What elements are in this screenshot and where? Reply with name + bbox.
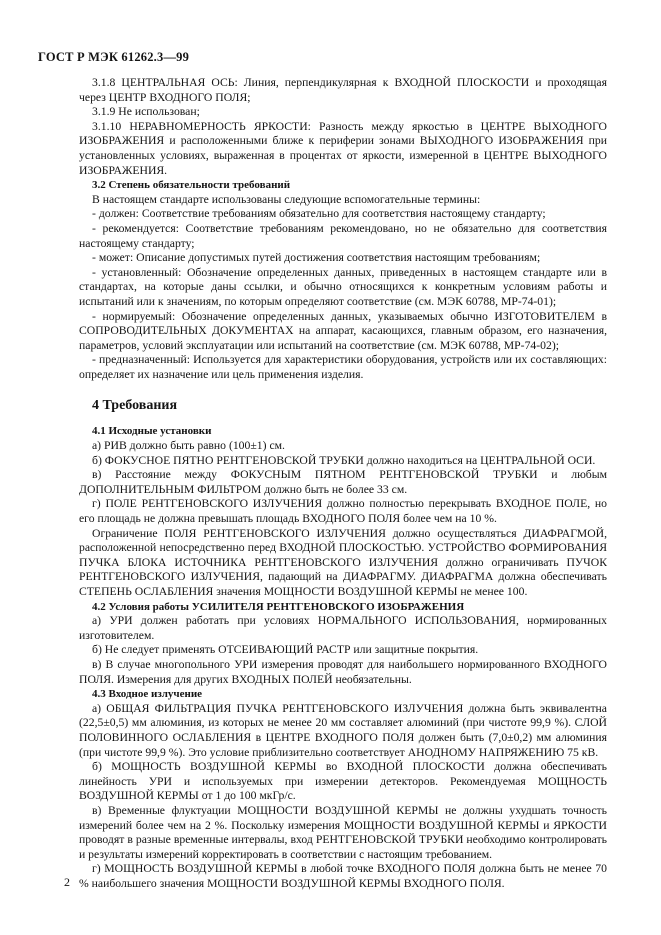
subsection-heading: 3.2 Степень обязательности требований <box>92 179 291 192</box>
document-header: ГОСТ Р МЭК 61262.3—99 <box>38 50 190 64</box>
section-heading: 4 Требования <box>92 398 178 414</box>
paragraph: - должен: Соответствие требованиям обязательно для соответствия настоящему стандарту; <box>92 207 546 221</box>
paragraph: а) УРИ должен работать при условиях НОРМАЛЬНОГО ИСПОЛЬЗОВАНИЯ, нормированных изготовителем. <box>79 614 607 642</box>
paragraph: в) В случае многопольного УРИ измерения проводят для наибольшего нормированного ВХОДНОГО ПОЛЯ. Измерения для других ВХОДНЫХ ПОЛЕЙ необязательны. <box>79 657 607 686</box>
paragraph: - может: Описание допустимых путей достижения соответствия настоящим требованиям; <box>92 251 541 265</box>
paragraph: а) РИВ должно быть равно (100±1) см. <box>92 439 285 453</box>
paragraph: г) ПОЛЕ РЕНТГЕНОВСКОГО ИЗЛУЧЕНИЯ должно полностью перекрывать ВХОДНОЕ ПОЛЕ, но его площадь не должна превышать площадь ВХОДНОГО ПОЛЯ более чем на 10 %. <box>79 497 607 526</box>
page-number: 2 <box>64 875 70 889</box>
subsection-heading: 4.3 Входное излучение <box>92 688 203 701</box>
paragraph: - установленный: Обозначение определенных данных, приведенных в настоящем стандарте или в стандартах, на которые даны ссылки, и обычно относящихся к конкретным условиям работы и испытаний или к значениям, по которым определяют соответствие (см. МЭК 60788, МР-74-01); <box>79 265 607 308</box>
subsection-heading: 4.1 Исходные установки <box>92 425 212 438</box>
paragraph: б) МОЩНОСТЬ ВОЗДУШНОЙ КЕРМЫ во ВХОДНОЙ ПЛОСКОСТИ должна обеспечивать линейность УРИ и используемых при измерении детекторов. Рекомендуемая МОЩНОСТЬ ВОЗДУШНОЙ КЕРМЫ от 1 до 100 мкГр/с. <box>79 760 607 803</box>
subsection-heading: 4.2 Условия работы УСИЛИТЕЛЯ РЕНТГЕНОВСКОГО ИЗОБРАЖЕНИЯ <box>92 600 465 613</box>
paragraph: б) Не следует применять ОТСЕИВАЮЩИЙ РАСТР или защитные покрытия. <box>92 643 479 657</box>
paragraph: в) Временные флуктуации МОЩНОСТИ ВОЗДУШНОЙ КЕРМЫ не должны ухудшать точность измерений более чем на 2 %. Поскольку измерения МОЩНОСТИ ВОЗДУШНОЙ КЕРМЫ и ЯРКОСТИ проводят в разные временные интервалы, вход РЕНТГЕНОВСКОЙ ТРУБКИ необходимо контролировать и результаты измерений корректировать в соответствии с настоящим требованием. <box>79 803 607 861</box>
paragraph: В настоящем стандарте использованы следующие вспомогательные термины: <box>92 192 481 206</box>
paragraph: в) Расстояние между ФОКУСНЫМ ПЯТНОМ РЕНТГЕНОВСКОЙ ТРУБКИ и любым ДОПОЛНИТЕЛЬНЫМ ФИЛЬТРОМ должно быть не более 33 см. <box>79 468 607 496</box>
document-body <box>79 76 607 891</box>
paragraph: 3.1.8 ЦЕНТРАЛЬНАЯ ОСЬ: Линия, перпендикулярная к ВХОДНОЙ ПЛОСКОСТИ и проходящая через ЦЕНТР ВХОДНОГО ПОЛЯ; <box>79 76 607 104</box>
paragraph: 3.1.9 Не использован; <box>92 105 200 119</box>
paragraph: Ограничение ПОЛЯ РЕНТГЕНОВСКОГО ИЗЛУЧЕНИЯ должно осуществляться ДИАФРАГМОЙ, расположенной непосредственно перед ВХОДНОЙ ПЛОСКОСТЬЮ. УСТРОЙСТВО ФОРМИРОВАНИЯ ПУЧКА БЛОКА ИСТОЧНИКА РЕНТГЕНОВСКОГО ИЗЛУЧЕНИЯ должно ограничивать ПУЧОК РЕНТГЕНОВСКОГО ИЗЛУЧЕНИЯ, падающий на ДИАФРАГМУ. ДИАФРАГМА должна обеспечивать СТЕПЕНЬ ОСЛАБЛЕНИЯ значения МОЩНОСТИ ВОЗДУШНОЙ КЕРМЫ не менее 100. <box>79 526 607 598</box>
paragraph: - рекомендуется: Соответствие требованиям рекомендовано, но не обязательно для соответствия настоящему стандарту; <box>79 221 607 250</box>
paragraph: б) ФОКУСНОЕ ПЯТНО РЕНТГЕНОВСКОЙ ТРУБКИ должно находиться на ЦЕНТРАЛЬНОЙ ОСИ. <box>92 453 596 467</box>
paragraph: г) МОЩНОСТЬ ВОЗДУШНОЙ КЕРМЫ в любой точке ВХОДНОГО ПОЛЯ должна быть не менее 70 % наибольшего значения МОЩНОСТИ ВОЗДУШНОЙ КЕРМЫ ВХОДНОГО ПОЛЯ. <box>79 862 607 890</box>
paragraph: а) ОБЩАЯ ФИЛЬТРАЦИЯ ПУЧКА РЕНТГЕНОВСКОГО ИЗЛУЧЕНИЯ должна быть эквивалентна (22,5±0,5) мм алюминия, из которых не менее 20 мм составляет алюминий (при чистоте 99,9 %). СЛОЙ ПОЛОВИННОГО ОСЛАБЛЕНИЯ в ЦЕНТРЕ ВХОДНОГО ПОЛЯ должен быть (7,0±0,2) мм алюминия (при чистоте 99,9 %). Это условие приблизительно соответствует АНОДНОМУ НАПРЯЖЕНИЮ 75 кВ. <box>79 701 607 759</box>
paragraph: - нормируемый: Обозначение определенных данных, указываемых обычно ИЗГОТОВИТЕЛЕМ в СОПРОВОДИТЕЛЬНЫХ ДОКУМЕНТАХ на аппарат, касающихся, главным образом, его назначения, параметров, условий эксплуатации или испытаний на соответствие (см. МЭК 60788, МР-74-02); <box>79 309 607 352</box>
paragraph: - предназначенный: Используется для характеристики оборудования, устройств или их составляющих: определяет их назначение или цель применения изделия. <box>79 353 607 381</box>
paragraph: 3.1.10 НЕРАВНОМЕРНОСТЬ ЯРКОСТИ: Разность между яркостью в ЦЕНТРЕ ВЫХОДНОГО ИЗОБРАЖЕНИЯ и расположенными ближе к периферии зонами ВЫХОДНОГО ИЗОБРАЖЕНИЯ при установленных условиях, выраженная в процентах от яркости, измеренной в ЦЕНТРЕ ВЫХОДНОГО ИЗОБРАЖЕНИЯ. <box>79 119 607 177</box>
